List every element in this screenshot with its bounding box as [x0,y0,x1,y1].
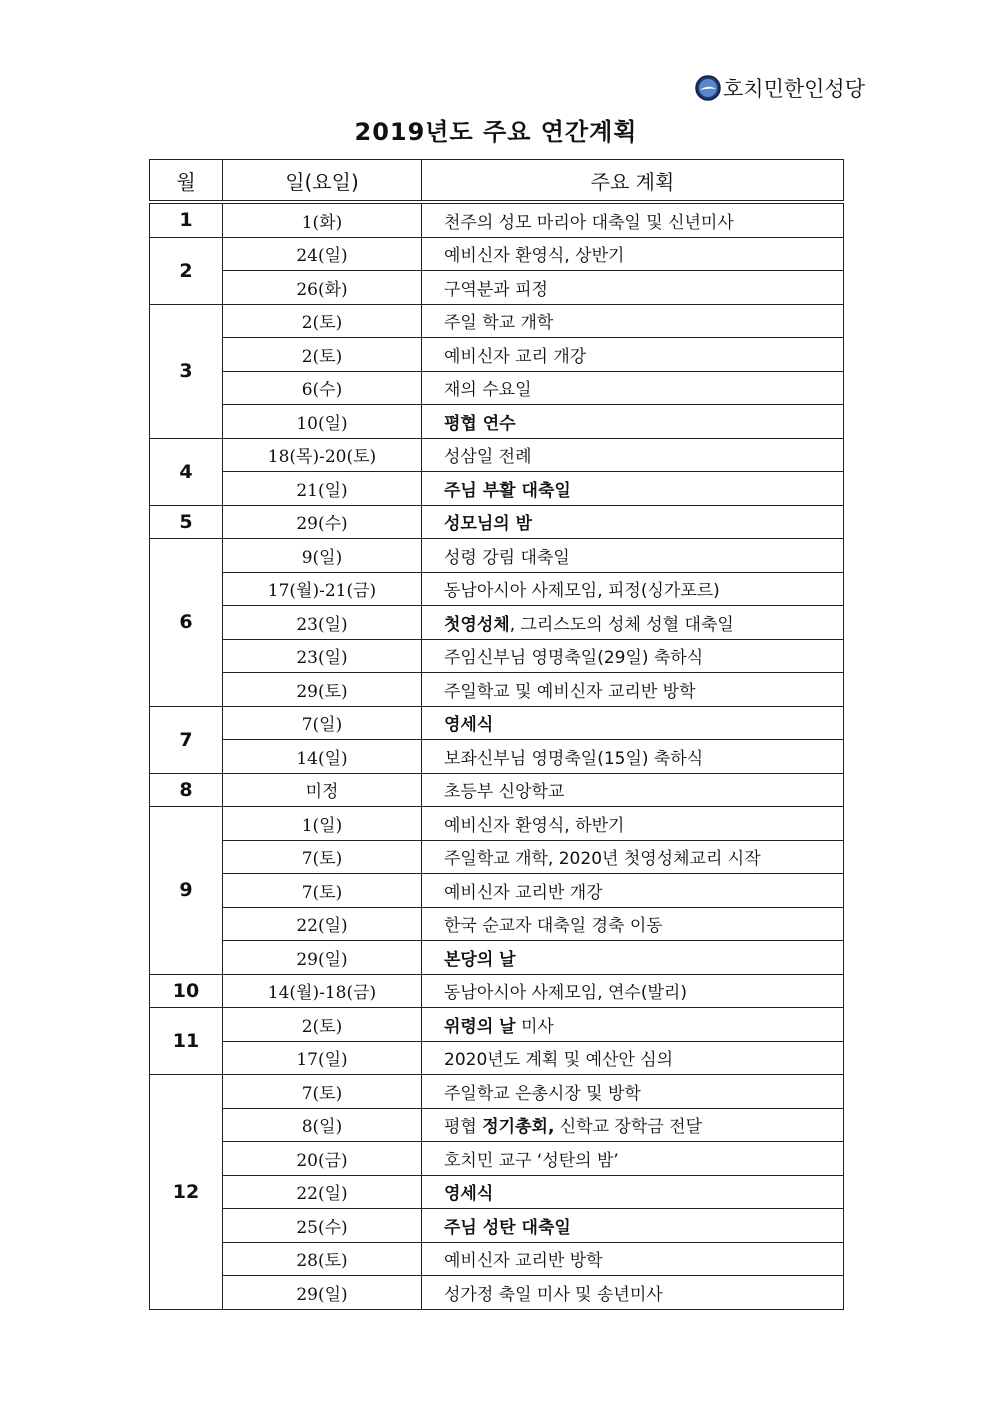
plan-text: 성가정 축일 미사 및 송년미사 [444,1284,663,1305]
plan-text: 영세식 [444,715,494,736]
plan-cell [422,405,844,439]
table-header-row [150,160,844,203]
table-row [150,271,844,305]
plan-text: 첫영성체 [444,614,510,635]
plan-text: 2020년도 계획 및 예산안 심의 [444,1050,674,1071]
plan-text: 동남아시아 사제모임, 피정(싱가포르) [444,581,720,602]
day-cell: 17(월)-21(금) [223,572,422,606]
table-row [150,304,844,338]
day-cell: 29(일) [223,1276,422,1310]
header-month: 월 [150,160,223,203]
plan-text: 위령의 날 [444,1016,516,1037]
day-cell: 29(수) [223,505,422,539]
plan-text: 천주의 성모 마리아 대축일 및 신년미사 [444,212,734,233]
plan-cell [422,1175,844,1209]
table-row [150,1008,844,1042]
plan-text: 주님 성탄 대축일 [444,1217,571,1238]
table-row [150,840,844,874]
plan-text: 예비신자 교리반 방학 [444,1251,603,1272]
day-cell: 24(일) [223,237,422,271]
table-row [150,572,844,606]
church-name: 호치민한인성당 [723,77,866,101]
plan-cell [422,1276,844,1310]
day-cell: 26(화) [223,271,422,305]
table-row [150,941,844,975]
plan-cell [422,271,844,305]
table-row [150,338,844,372]
table-row [150,907,844,941]
month-cell: 5 [150,505,223,539]
table-row [150,807,844,841]
table-row [150,706,844,740]
day-cell: 8(일) [223,1108,422,1142]
month-cell: 10 [150,974,223,1008]
plan-cell [422,505,844,539]
month-cell: 9 [150,807,223,975]
plan-cell [422,840,844,874]
day-cell: 18(목)-20(토) [223,438,422,472]
church-logo [695,73,865,103]
table-row [150,202,844,237]
plan-text: 예비신자 교리 개강 [444,346,587,367]
table-row [150,740,844,774]
plan-text: 성삼일 전례 [444,447,532,468]
table-row [150,1108,844,1142]
day-cell: 14(일) [223,740,422,774]
plan-text: 성령 강림 대축일 [444,547,570,568]
plan-text: 미사 [515,1016,554,1037]
plan-cell [422,874,844,908]
month-cell: 1 [150,202,223,237]
table-row [150,371,844,405]
plan-cell [422,1041,844,1075]
table-body [150,202,844,1309]
plan-cell [422,237,844,271]
table-row [150,237,844,271]
table-row [150,1041,844,1075]
plan-text: 평협 [444,1117,483,1138]
plan-cell [422,974,844,1008]
plan-text: 초등부 신앙학교 [444,782,565,803]
day-cell: 22(일) [223,1175,422,1209]
day-cell: 23(일) [223,606,422,640]
plan-text: 신학교 장학금 전달 [554,1117,702,1138]
day-cell: 20(금) [223,1142,422,1176]
day-cell: 2(토) [223,338,422,372]
day-cell: 7(일) [223,706,422,740]
plan-cell [422,438,844,472]
plan-text: 평협 연수 [444,413,516,434]
day-cell: 21(일) [223,472,422,506]
table-row [150,1209,844,1243]
plan-cell [422,1142,844,1176]
plan-text: 주일 학교 개학 [444,313,554,334]
table-row [150,1242,844,1276]
plan-cell [422,706,844,740]
day-cell: 7(토) [223,874,422,908]
month-cell: 3 [150,304,223,438]
plan-cell [422,202,844,237]
plan-text: 예비신자 환영식, 하반기 [444,815,625,836]
table-row [150,974,844,1008]
plan-text: 예비신자 교리반 개강 [444,882,603,903]
plan-cell [422,673,844,707]
plan-text: 주임신부님 영명축일(29일) 축하식 [444,648,704,669]
table-row [150,472,844,506]
plan-text: 주일학교 은총시장 및 방학 [444,1083,641,1104]
month-cell: 7 [150,706,223,773]
plan-cell [422,472,844,506]
plan-text: 한국 순교자 대축일 경축 이동 [444,916,663,937]
plan-cell [422,773,844,807]
plan-text: 보좌신부님 영명축일(15일) 축하식 [444,748,704,769]
plan-text: 주일학교 개학, 2020년 첫영성체교리 시작 [444,849,761,870]
plan-text: 구역분과 피정 [444,279,548,300]
day-cell: 23(일) [223,639,422,673]
plan-cell [422,639,844,673]
day-cell: 25(수) [223,1209,422,1243]
plan-text: 예비신자 환영식, 상반기 [444,246,625,267]
month-cell: 11 [150,1008,223,1075]
plan-cell [422,807,844,841]
table-row [150,773,844,807]
day-cell: 29(토) [223,673,422,707]
plan-text: 정기총회, [482,1117,555,1138]
day-cell: 7(토) [223,840,422,874]
plan-cell [422,1242,844,1276]
table-row [150,639,844,673]
day-cell: 14(월)-18(금) [223,974,422,1008]
plan-text: 본당의 날 [444,949,516,970]
day-cell: 2(토) [223,304,422,338]
plan-cell [422,1108,844,1142]
day-cell: 2(토) [223,1008,422,1042]
month-cell: 2 [150,237,223,304]
header-plan: 주요 계획 [422,160,844,203]
day-cell: 7(토) [223,1075,422,1109]
plan-cell [422,907,844,941]
plan-cell [422,371,844,405]
page-title: 2019년도 주요 연간계획 [354,118,638,146]
table-row [150,539,844,573]
plan-cell [422,338,844,372]
day-cell: 10(일) [223,405,422,439]
plan-text: , 그리스도의 성체 성혈 대축일 [509,614,734,635]
day-cell: 1(화) [223,202,422,237]
day-cell: 29(일) [223,941,422,975]
day-cell: 28(토) [223,1242,422,1276]
plan-cell [422,1075,844,1109]
month-cell: 12 [150,1075,223,1310]
plan-text: 성모님의 밤 [444,514,533,535]
plan-text: 영세식 [444,1184,494,1205]
plan-cell [422,1008,844,1042]
plan-text: 주일학교 및 예비신자 교리반 방학 [444,681,696,702]
header-day: 일(요일) [223,160,422,203]
plan-cell [422,941,844,975]
day-cell: 9(일) [223,539,422,573]
table-row [150,405,844,439]
month-cell: 8 [150,773,223,807]
table-row [150,505,844,539]
table-row [150,874,844,908]
plan-text: 재의 수요일 [444,380,532,401]
month-cell: 4 [150,438,223,505]
table-row [150,1142,844,1176]
day-cell: 1(일) [223,807,422,841]
plan-cell [422,740,844,774]
table-row [150,438,844,472]
plan-text: 주님 부활 대축일 [444,480,571,501]
month-cell: 6 [150,539,223,707]
table-row [150,1075,844,1109]
day-cell: 17(일) [223,1041,422,1075]
plan-cell [422,539,844,573]
table-row [150,673,844,707]
plan-cell [422,606,844,640]
plan-cell [422,1209,844,1243]
day-cell: 6(수) [223,371,422,405]
day-cell: 22(일) [223,907,422,941]
table-row [150,606,844,640]
plan-cell [422,572,844,606]
table-row [150,1276,844,1310]
plan-text: 동남아시아 사제모임, 연수(발리) [444,983,687,1004]
day-cell: 미정 [223,773,422,807]
table-row [150,1175,844,1209]
plan-text: 호치민 교구 ‘성탄의 밤’ [444,1150,619,1171]
church-emblem-icon [695,75,721,101]
annual-plan-table [149,159,844,1310]
plan-cell [422,304,844,338]
